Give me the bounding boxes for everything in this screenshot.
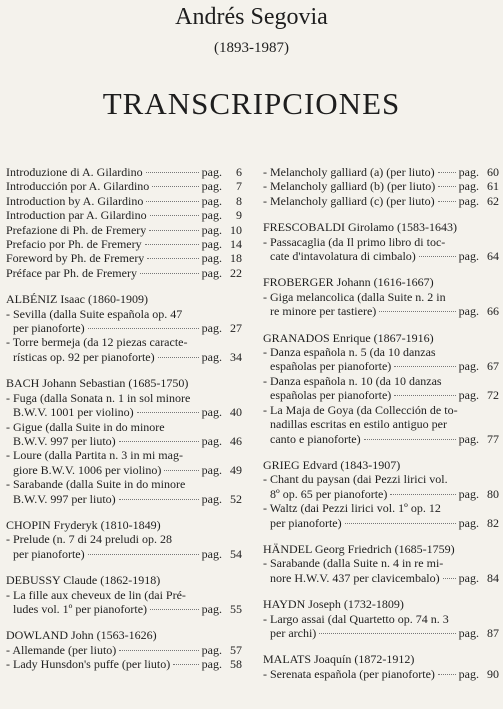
toc-entry: Introduction by A. Gilardino pag. 8 — [6, 193, 242, 208]
toc-entry: - Lady Hunsdon's puffe (per liuto) pag. 58 — [6, 657, 242, 672]
composer-heading: FROBERGER Johann (1616-1667) — [263, 275, 434, 290]
toc-entry-line: - Danza española n. 5 (da 10 danzas — [263, 345, 436, 360]
composer-heading: DEBUSSY Claude (1862-1918) — [6, 573, 161, 588]
toc-entry: - Melancholy galliard (a) (per liuto) pag. 60 — [263, 165, 499, 179]
toc-entry: Prefazione di Ph. de Fremery pag. 10 — [6, 222, 242, 237]
toc-entry-line: - Prelude (n. 7 di 24 preludi op. 28 — [6, 532, 172, 547]
composer-heading: ALBÉNIZ Isaac (1860-1909) — [6, 292, 148, 307]
composer-heading: DOWLAND John (1563-1626) — [6, 628, 157, 643]
toc-entry: giore B.W.V. 1006 per violino) pag. 49 — [13, 462, 242, 477]
toc-entry-line: - Passacaglia (da Il primo libro di toc- — [263, 234, 446, 249]
toc-entry-line: - Torre bermeja (da 12 piezas caracte- — [6, 335, 188, 350]
composer-heading: FRESCOBALDI Girolamo (1583-1643) — [263, 220, 457, 235]
composer-heading: HAYDN Joseph (1732-1809) — [263, 597, 404, 612]
composer-section-haydn — [263, 597, 499, 640]
composer-section-granados — [263, 331, 499, 446]
toc-entry: - Melancholy galliard (b) (per liuto) pag. 61 — [263, 179, 499, 194]
toc-entry: 8º op. 65 per pianoforte) pag. 80 — [270, 486, 499, 501]
composer-heading: GRIEG Edvard (1843-1907) — [263, 457, 401, 472]
toc-entry: españolas per pianoforte) pag. 72 — [270, 388, 499, 403]
composer-heading: MALATS Joaquín (1872-1912) — [263, 652, 415, 667]
composer-section-debussy — [6, 573, 242, 616]
composer-section-handel — [263, 542, 499, 585]
composer-heading: BACH Johann Sebastian (1685-1750) — [6, 376, 189, 391]
toc-entry: rísticas op. 92 per pianoforte) pag. 34 — [13, 349, 242, 364]
composer-section-grieg — [263, 458, 499, 530]
toc-entry-line: - Waltz (dai Pezzi lirici vol. 1º op. 12 — [263, 501, 441, 516]
toc-entry-line: - Loure (dalla Partita n. 3 in mi mag- — [6, 448, 183, 463]
composer-heading: CHOPIN Fryderyk (1810-1849) — [6, 517, 161, 532]
toc-entry: per archi) pag. 87 — [270, 625, 499, 640]
toc-entry-line: - Gigue (dalla Suite in do minore — [6, 419, 165, 434]
toc-entry: B.W.V. 997 per liuto) pag. 46 — [13, 433, 242, 448]
toc-entry: españolas per pianoforte) pag. 67 — [270, 359, 499, 374]
toc-entry: Introduzione di A. Gilardino pag. 6 — [6, 165, 242, 179]
toc-entry-line: - Largo assai (dal Quartetto op. 74 n. 3 — [263, 611, 449, 626]
toc-entry-line: nadillas escritas en estilo antiguo per — [270, 417, 447, 432]
toc-entry-line: - La fille aux cheveux de lin (dai Pré- — [6, 587, 186, 602]
toc-entry-line: - Giga melancolica (dalla Suite n. 2 in — [263, 289, 446, 304]
composer-section-frescobaldi — [263, 220, 499, 263]
toc-entry-line: - Sarabande (dalla Suite in do minore — [6, 477, 186, 492]
toc-entry: Foreword by Ph. de Fremery pag. 18 — [6, 251, 242, 266]
toc-entry: B.W.V. 1001 per violino) pag. 40 — [13, 405, 242, 420]
toc-entry: - Melancholy galliard (c) (per liuto) pag. 62 — [263, 193, 499, 208]
toc-entry: cate d'intavolatura di cimbalo) pag. 64 — [270, 249, 499, 264]
toc-entry: ludes vol. 1º per pianoforte) pag. 55 — [13, 601, 242, 616]
toc-entry: per pianoforte) pag. 54 — [13, 546, 242, 561]
toc-entry: B.W.V. 997 per liuto) pag. 52 — [13, 491, 242, 506]
toc-entry: re minore per tastiere) pag. 66 — [270, 304, 499, 319]
composer-section-malats — [263, 652, 499, 681]
composer-section-bach — [6, 376, 242, 506]
toc-right-column — [263, 165, 499, 681]
page-title: TRANSCRIPCIONES — [102, 86, 401, 121]
composer-section-chopin — [6, 518, 242, 561]
toc-entry-line: - Danza española n. 10 (da 10 danzas — [263, 373, 442, 388]
toc-entry: - Allemande (per liuto) pag. 57 — [6, 642, 242, 657]
toc-entry-line: - Sarabande (dalla Suite n. 4 in re mi- — [263, 556, 444, 571]
composer-dates: (1893-1987) — [214, 40, 289, 56]
toc-entry-line: - Sevilla (dalla Suite española op. 47 — [6, 306, 183, 321]
composer-section-dowland — [6, 628, 242, 671]
toc-entry: per pianoforte) pag. 82 — [270, 515, 499, 530]
composer-heading: HÄNDEL Georg Friedrich (1685-1759) — [263, 541, 455, 556]
toc-entry: canto e pianoforte) pag. 77 — [270, 431, 499, 446]
toc-entry: - Serenata española (per pianoforte) pag. 90 — [263, 666, 499, 681]
composer-section-froberger — [263, 275, 499, 318]
toc-entry: Prefacio por Ph. de Fremery pag. 14 — [6, 237, 242, 252]
toc-entry: Préface par Ph. de Fremery pag. 22 — [6, 265, 242, 280]
toc-entry: Introduction par A. Gilardino pag. 9 — [6, 208, 242, 223]
toc-entry: Introducción por A. Gilardino pag. 7 — [6, 179, 242, 194]
toc-entry-line: - La Maja de Goya (da Collección de to- — [263, 402, 458, 417]
toc-entry: per pianoforte) pag. 27 — [13, 321, 242, 336]
toc-entry: nore H.W.V. 437 per clavicembalo) pag. 84 — [270, 570, 499, 585]
toc-left-column — [6, 165, 242, 672]
composer-heading: GRANADOS Enrique (1867-1916) — [263, 330, 434, 345]
composer-section-albeniz — [6, 292, 242, 364]
toc-entry-line: - Chant du paysan (dai Pezzi lirici vol. — [263, 472, 448, 487]
composer-section-dowland-continued — [263, 165, 499, 208]
toc-entry-line: - Fuga (dalla Sonata n. 1 in sol minore — [6, 390, 191, 405]
intro-section — [6, 165, 242, 280]
composer-name: Andrés Segovia — [175, 4, 328, 30]
